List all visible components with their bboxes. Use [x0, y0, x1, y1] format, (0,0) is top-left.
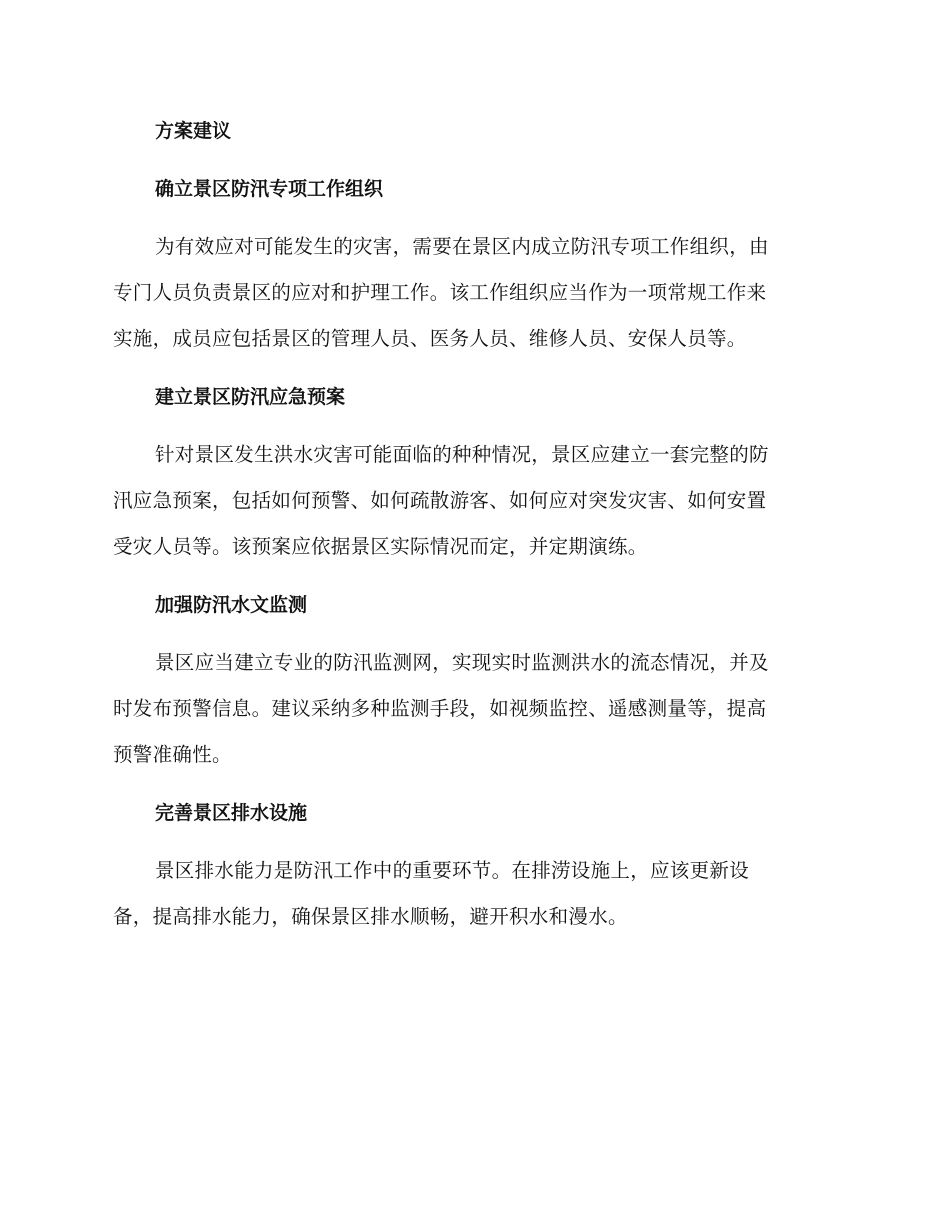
section-1	[113, 166, 831, 362]
section-4	[113, 790, 831, 940]
section-heading: 确立景区防汛专项工作组织	[155, 178, 384, 200]
section-heading: 建立景区防汛应急预案	[155, 386, 346, 408]
section-2	[113, 374, 831, 570]
paragraph-line: 时发布预警信息。建议采纳多种监测手段，如视频监控、遥感测量等，提高	[113, 697, 767, 720]
document-title: 方案建议	[155, 120, 232, 142]
section-3	[113, 582, 831, 778]
paragraph-line: 针对景区发生洪水灾害可能面临的种种情况，景区应建立一套完整的防	[155, 443, 769, 466]
paragraph-line: 景区应当建立专业的防汛监测网，实现实时监测洪水的流态情况，并及	[155, 651, 769, 674]
paragraph-line: 汛应急预案，包括如何预警、如何疏散游客、如何应对突发灾害、如何安置	[113, 489, 767, 512]
section-paragraph	[113, 224, 831, 362]
paragraph-line: 预警准确性。	[113, 743, 232, 766]
paragraph-line: 专门人员负责景区的应对和护理工作。该工作组织应当作为一项常规工作来	[113, 281, 767, 304]
section-paragraph	[113, 848, 831, 940]
section-paragraph	[113, 432, 831, 570]
paragraph-line: 实施，成员应包括景区的管理人员、医务人员、维修人员、安保人员等。	[113, 327, 747, 350]
section-heading: 完善景区排水设施	[155, 802, 308, 824]
paragraph-line: 受灾人员等。该预案应依据景区实际情况而定，并定期演练。	[113, 535, 648, 558]
paragraph-line: 为有效应对可能发生的灾害，需要在景区内成立防汛专项工作组织，由	[155, 235, 769, 258]
paragraph-line: 备，提高排水能力，确保景区排水顺畅，避开积水和漫水。	[113, 905, 628, 928]
paragraph-line: 景区排水能力是防汛工作中的重要环节。在排涝设施上，应该更新设	[155, 859, 750, 882]
section-paragraph	[113, 640, 831, 778]
document-page	[113, 108, 831, 952]
section-heading: 加强防汛水文监测	[155, 594, 308, 616]
